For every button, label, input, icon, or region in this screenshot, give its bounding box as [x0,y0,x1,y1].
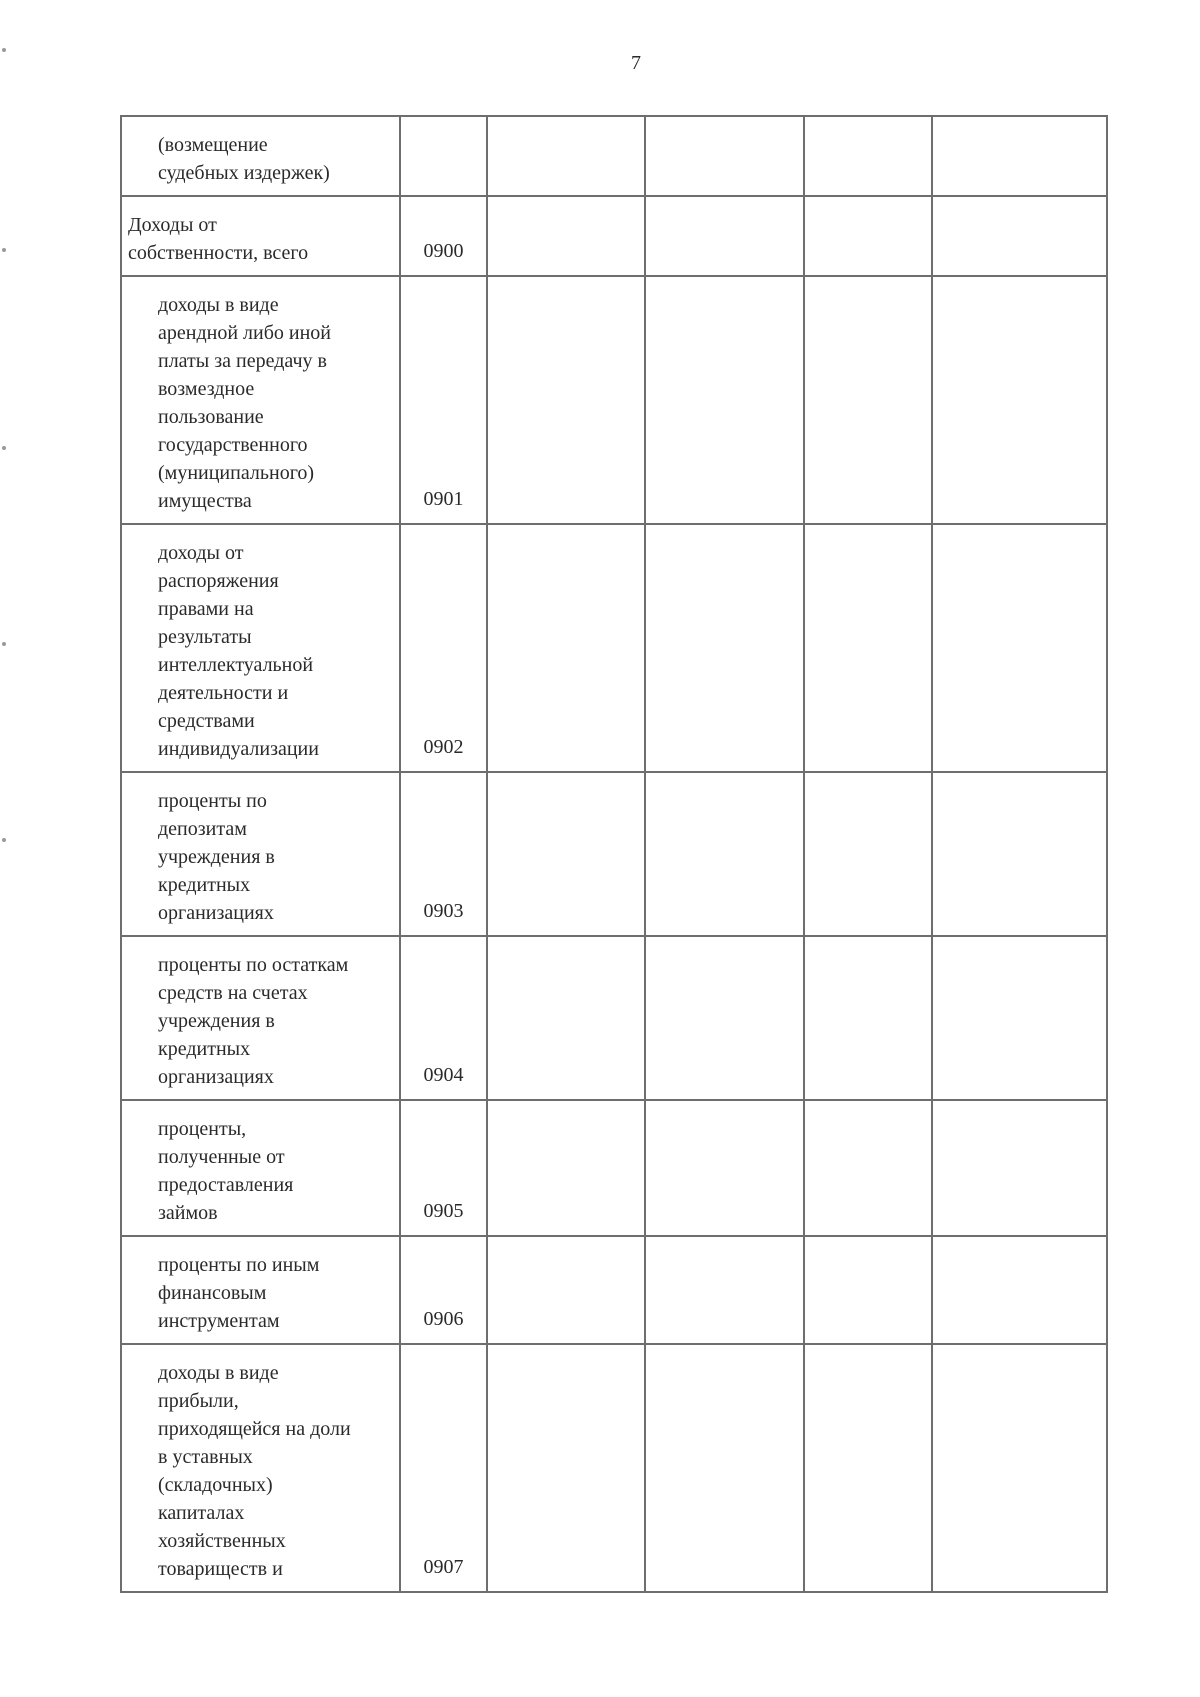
empty-value-cell[interactable] [487,116,645,196]
row-code-cell: 0903 [400,772,487,936]
row-name-line: депозитам [158,818,247,840]
scan-mark [2,248,6,252]
row-name-line: собственности, всего [128,242,309,264]
row-name-line: прибыли, [158,1390,239,1412]
row-name-line: учреждения в [158,1010,275,1032]
row-name-line: возмездное [158,378,255,400]
empty-value-cell[interactable] [932,772,1107,936]
empty-value-cell[interactable] [804,772,932,936]
row-name-line: проценты по остаткам [158,954,349,976]
table-row [121,116,1107,196]
row-name-line: государственного [158,434,308,456]
empty-value-cell[interactable] [645,1236,804,1344]
row-name-line: результаты [158,626,252,648]
row-name-cell [121,936,400,1100]
scan-mark [2,446,6,450]
row-name-line: пользование [158,406,264,428]
empty-value-cell[interactable] [487,936,645,1100]
table-row [121,1344,1107,1592]
row-name-cell [121,1344,400,1592]
row-name-cell [121,196,400,276]
empty-value-cell[interactable] [487,276,645,524]
empty-value-cell[interactable] [645,524,804,772]
row-name-line: товариществ и [158,1558,283,1580]
table-row [121,936,1107,1100]
empty-value-cell[interactable] [645,1100,804,1236]
row-name-line: хозяйственных [158,1530,286,1552]
row-name-line: доходы в виде [158,294,279,316]
empty-value-cell[interactable] [487,772,645,936]
row-name-line: платы за передачу в [158,350,327,372]
page-number: 7 [631,52,641,74]
empty-value-cell[interactable] [804,524,932,772]
row-name-line: приходящейся на доли [158,1418,351,1440]
empty-value-cell[interactable] [804,936,932,1100]
row-name-line: имущества [158,490,252,512]
row-name-line: организациях [158,1066,274,1088]
row-name-line: проценты по иным [158,1254,320,1276]
row-name-line: предоставления [158,1174,294,1196]
row-code-cell: 0904 [400,936,487,1100]
row-name-cell [121,1236,400,1344]
empty-value-cell[interactable] [932,196,1107,276]
row-name-line: доходы от [158,542,244,564]
table-row [121,1236,1107,1344]
row-name-line: доходы в виде [158,1362,279,1384]
empty-value-cell[interactable] [487,1100,645,1236]
table-row [121,772,1107,936]
financial-report-table [120,115,1108,1593]
empty-value-cell[interactable] [804,1100,932,1236]
empty-value-cell[interactable] [487,524,645,772]
row-name-line: правами на [158,598,254,620]
row-name-line: кредитных [158,874,251,896]
row-name-cell [121,1100,400,1236]
empty-value-cell[interactable] [645,276,804,524]
empty-value-cell[interactable] [487,1344,645,1592]
table-row [121,1100,1107,1236]
row-name-line: средствами [158,710,255,732]
row-name-line: инструментам [158,1310,280,1332]
empty-value-cell[interactable] [645,936,804,1100]
row-name-line: (муниципального) [158,462,315,484]
row-code-cell: 0906 [400,1236,487,1344]
row-code-cell: 0907 [400,1344,487,1592]
empty-value-cell[interactable] [932,1344,1107,1592]
row-name-line: деятельности и [158,682,289,704]
row-name-cell [121,276,400,524]
empty-value-cell[interactable] [645,772,804,936]
row-name-line: учреждения в [158,846,275,868]
row-name-line: распоряжения [158,570,279,592]
empty-value-cell[interactable] [487,196,645,276]
table-row [121,196,1107,276]
empty-value-cell[interactable] [645,116,804,196]
row-name-line: финансовым [158,1282,267,1304]
empty-value-cell[interactable] [645,196,804,276]
empty-value-cell[interactable] [487,1236,645,1344]
row-code-cell: 0905 [400,1100,487,1236]
row-name-line: Доходы от [128,214,217,236]
empty-value-cell[interactable] [932,1100,1107,1236]
row-name-line: проценты, [158,1118,247,1140]
row-code-cell: 0900 [400,196,487,276]
row-name-line: кредитных [158,1038,251,1060]
empty-value-cell[interactable] [932,1236,1107,1344]
empty-value-cell[interactable] [932,116,1107,196]
row-code-cell: 0901 [400,276,487,524]
empty-value-cell[interactable] [804,1344,932,1592]
row-name-line: арендной либо иной [158,322,332,344]
row-name-line: проценты по [158,790,267,812]
row-name-line: (возмещение [158,134,268,156]
empty-value-cell[interactable] [645,1344,804,1592]
empty-value-cell[interactable] [804,276,932,524]
empty-value-cell[interactable] [932,524,1107,772]
row-name-line: индивидуализации [158,738,319,760]
row-name-line: капиталах [158,1502,245,1524]
table-row [121,276,1107,524]
scan-mark [2,642,6,646]
empty-value-cell[interactable] [932,276,1107,524]
table-body [121,116,1107,1592]
row-name-cell [121,524,400,772]
row-name-cell [121,772,400,936]
empty-value-cell[interactable] [804,116,932,196]
empty-value-cell[interactable] [932,936,1107,1100]
row-name-line: в уставных [158,1446,253,1468]
row-code-cell: 0902 [400,524,487,772]
empty-value-cell[interactable] [804,196,932,276]
row-name-line: (складочных) [158,1474,273,1496]
row-name-line: интеллектуальной [158,654,314,676]
row-name-line: полученные от [158,1146,285,1168]
row-name-line: займов [158,1202,218,1224]
row-name-line: судебных издержек) [158,162,330,184]
table-row [121,524,1107,772]
row-name-cell [121,116,400,196]
row-name-line: средств на счетах [158,982,308,1004]
empty-value-cell[interactable] [804,1236,932,1344]
row-name-line: организациях [158,902,274,924]
scan-mark [2,838,6,842]
row-code-cell [400,116,487,196]
